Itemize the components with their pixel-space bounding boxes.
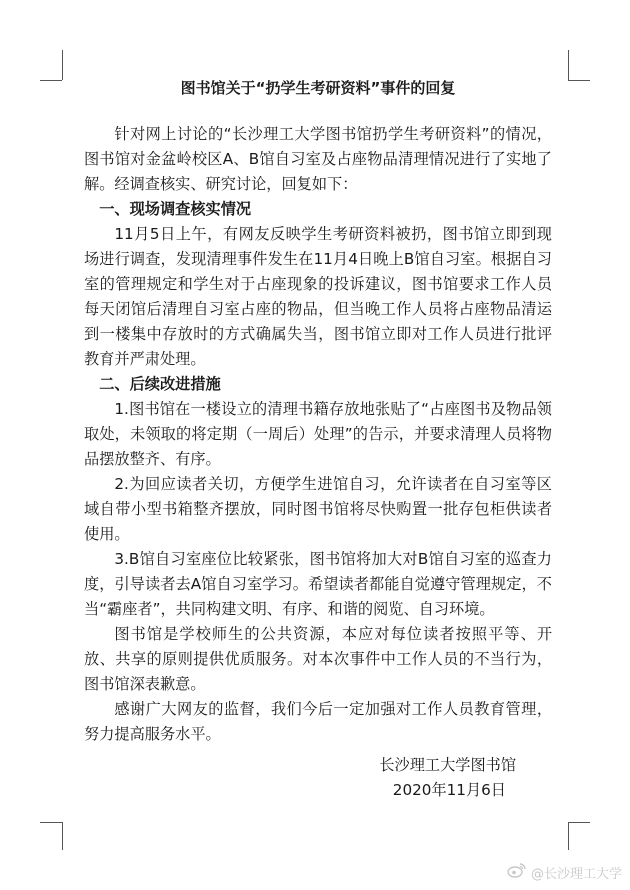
signature-block <box>84 753 552 803</box>
crop-mark-bottom-right <box>568 822 590 823</box>
closing-paragraph: 图书馆是学校师生的公共资源，本应对每位读者按照平等、开放、共享的原则提供优质服务。对本次事件中工作人员的不当行为，图书馆深表歉意。 <box>84 625 552 693</box>
document-title: 图书馆关于“扔学生考研资料”事件的回复 <box>180 79 456 97</box>
signature-date: 2020年11月6日 <box>392 781 506 799</box>
crop-mark-top-left <box>62 50 63 80</box>
measure-item: 3.B馆自习室座位比较紧张，图书馆将加大对B馆自习室的巡查力度，引导读者去A馆自习室学习。希望读者都能自觉遵守管理规定，不当“霸座者”，共同构建文明、有序、和谐的阅览、自习环境。 <box>84 550 552 618</box>
weibo-watermark <box>507 862 622 882</box>
section-heading-investigation: 一、现场调查核实情况 <box>99 200 252 218</box>
crop-mark-top-right <box>568 50 569 80</box>
document-body <box>84 76 552 803</box>
signature-organization: 长沙理工大学图书馆 <box>379 756 516 774</box>
watermark-text: @长沙理工大学 <box>530 866 622 882</box>
weibo-icon <box>507 862 527 882</box>
crop-mark-top-left <box>40 80 62 81</box>
measure-item: 2.为回应读者关切，方便学生进馆自习，允许读者在自习室等区域自带小型书箱整齐摆放，同时图书馆将尽快购置一批存包柜供读者使用。 <box>84 475 552 543</box>
measure-item: 1.图书馆在一楼设立的清理书籍存放地张贴了“占座图书及物品领取处，未领取的将定期（一周后）处理”的告示，并要求清理人员将物品摆放整齐、有序。 <box>84 400 552 468</box>
section-heading-measures: 二、后续改进措施 <box>99 375 221 393</box>
intro-paragraph: 针对网上讨论的“长沙理工大学图书馆扔学生考研资料”的情况，图书馆对金盆岭校区A、B馆自习室及占座物品清理情况进行了实地了解。经调查核实、研究讨论，回复如下： <box>84 125 552 193</box>
investigation-paragraph: 11月5日上午，有网友反映学生考研资料被扔，图书馆立即到现场进行调查，发现清理事件发生在11月4日晚上B馆自习室。根据自习室的管理规定和学生对于占座现象的投诉建议，图书馆要求工作人员每天闭馆后清理自习室占座的物品，但当晚工作人员将占座物品清运到一楼集中存放时的方式确属失当，图书馆立即对工作人员进行批评教育并严肃处理。 <box>84 225 552 368</box>
crop-mark-bottom-right <box>568 822 569 850</box>
crop-mark-bottom-left <box>40 822 62 823</box>
thanks-paragraph: 感谢广大网友的监督，我们今后一定加强对工作人员教育管理，努力提高服务水平。 <box>84 700 552 743</box>
crop-mark-top-right <box>568 80 590 81</box>
crop-mark-bottom-left <box>62 822 63 850</box>
